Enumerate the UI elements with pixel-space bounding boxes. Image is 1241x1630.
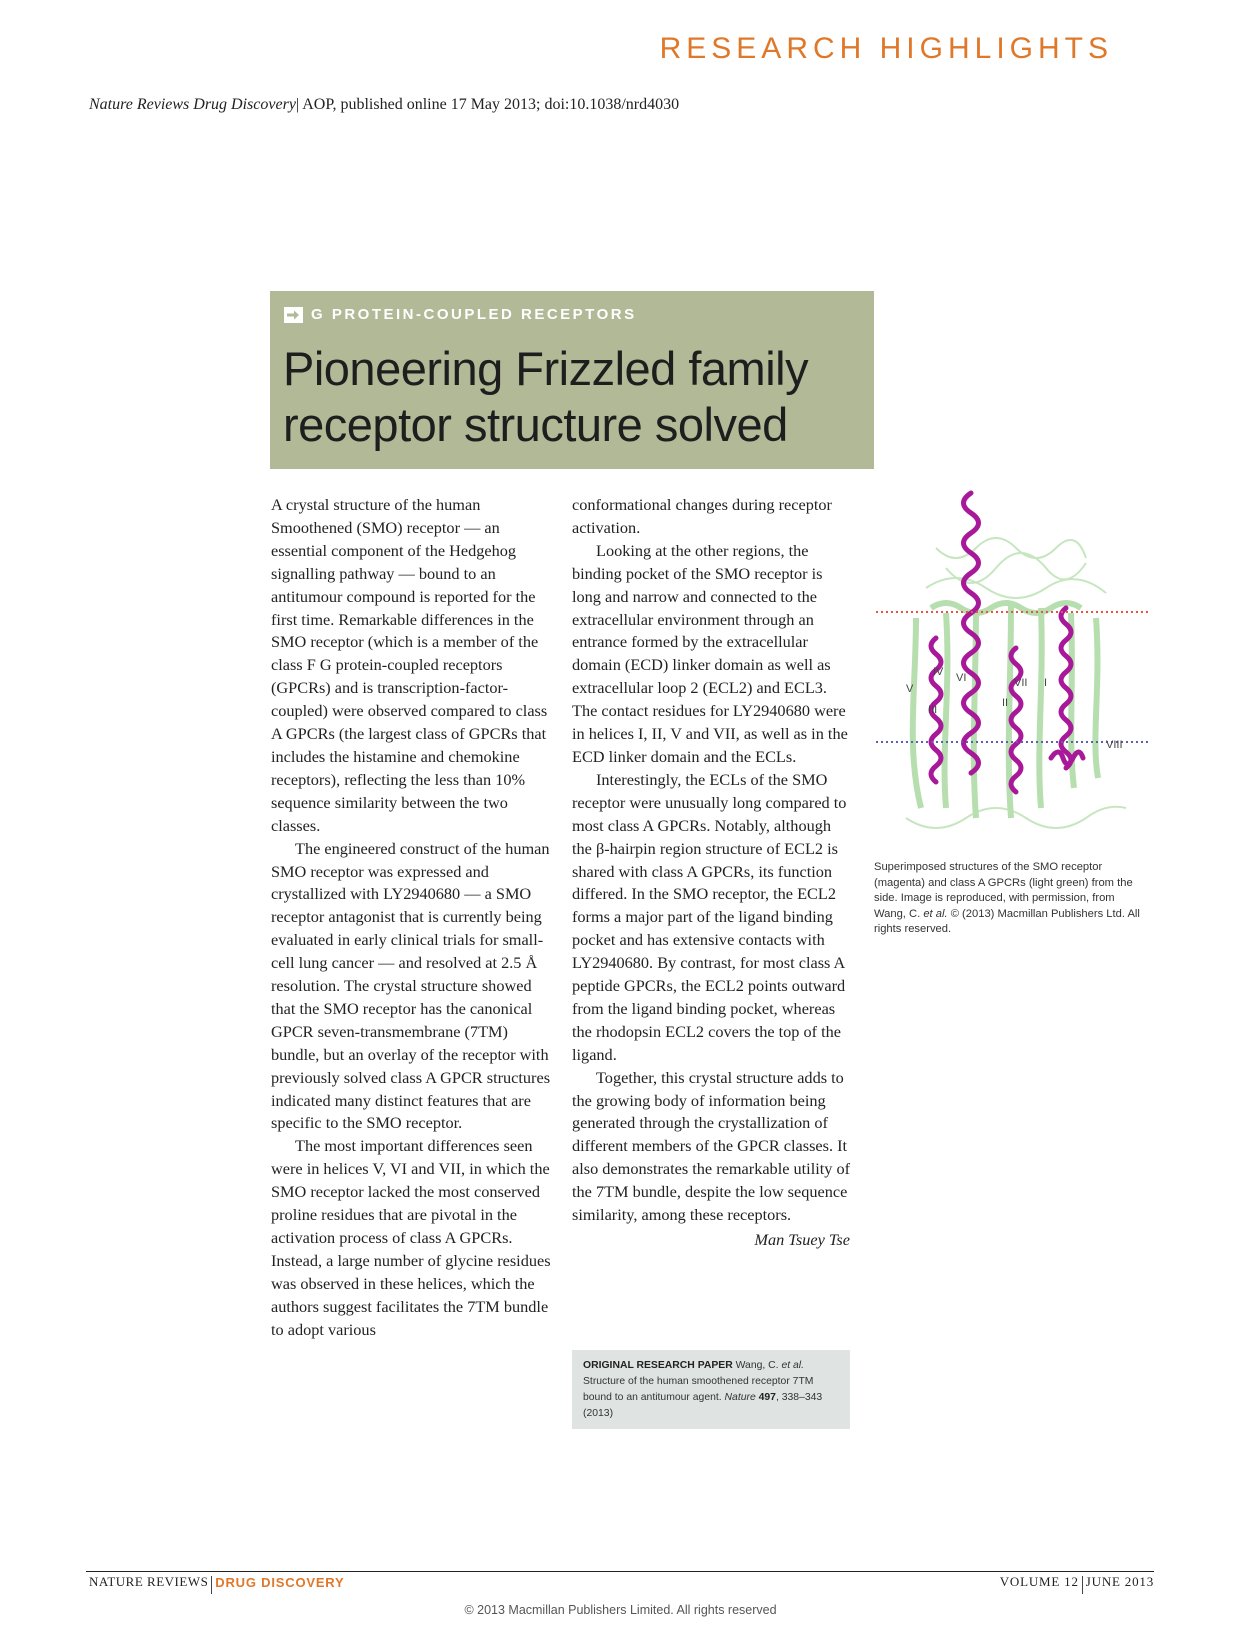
footer-divider [86, 1571, 1154, 1572]
svg-text:III: III [928, 704, 938, 716]
footer-volume: VOLUME 12 [999, 1574, 1079, 1589]
reference-pages: , 338–343 (2013) [583, 1392, 823, 1419]
footer-brand [89, 1573, 344, 1591]
paragraph: A crystal structure of the human Smoothened (SMO) receptor — an essential component of the Hedgehog signalling pathway — bound to an antitumour compound is reported for the first time. Remarkable differences in the SMO receptor (which is a member of the class F G protein-coupled receptors (GPCRs) and is transcription-factor-coupled) were observed compared to class A GPCRs (the largest class of GPCRs that includes the histamine and chemokine receptors), reflecting the less than 10% sequence similarity between the two classes. [271, 495, 548, 835]
title-line-1: Pioneering Frizzled family [283, 342, 809, 395]
arrow-right-icon [284, 307, 303, 323]
svg-text:VI: VI [956, 672, 967, 684]
title-line-2: receptor structure solved [283, 398, 788, 451]
title-banner [270, 291, 874, 469]
separator: | [295, 96, 300, 113]
author-signature: Man Tsuey Tse [754, 1230, 850, 1249]
section-label: RESEARCH HIGHLIGHTS [659, 32, 1113, 65]
publication-info: AOP, published online 17 May 2013; doi:10.1038/nrd4030 [299, 96, 680, 113]
svg-text:II: II [1002, 697, 1009, 709]
receptor-structure-figure [876, 488, 1148, 838]
article-column-1 [271, 494, 551, 1342]
reference-volume: 497 [755, 1392, 776, 1403]
footer-date: JUNE 2013 [1085, 1574, 1154, 1589]
footer-separator [211, 1576, 212, 1594]
footer-separator [1082, 1576, 1083, 1594]
paragraph: Interestingly, the ECLs of the SMO receptor were unusually long compared to most class A GPCRs. Notably, although the β-hairpin region structure of ECL2 is shared with class A GPCRs, its function differed. In the SMO receptor, the ECL2 forms a major part of the ligand binding pocket and has extensive contacts with LY2940680. By contrast, for most class A peptide GPCRs, the ECL2 points outward from the ligand binding pocket, whereas the rhodopsin ECL2 covers the top of the ligand. [572, 769, 847, 1064]
article-column-2 [572, 494, 852, 1252]
caption-text: Superimposed structures of the SMO receptor (magenta) and class A GPCRs (light green) from the side. Image is reproduced, with permission, from Wang, C. [874, 861, 1133, 920]
protein-structure-illustration [876, 488, 1148, 838]
svg-text:VIII: VIII [1106, 739, 1123, 751]
journal-name: Nature Reviews Drug Discovery [89, 96, 296, 113]
svg-text:I: I [1044, 677, 1048, 689]
svg-text:V: V [906, 683, 914, 695]
reference-title: Structure of the human smoothened receptor 7TM bound to an antitumour agent. [583, 1376, 814, 1403]
footer-issue [1000, 1573, 1154, 1591]
paragraph: Together, this crystal structure adds to the growing body of information being generated through the crystallization of different members of the GPCR classes. It also demonstrates the remarkable utility of the 7TM bundle, despite the low sequence similarity, among these receptors. [572, 1067, 851, 1225]
svg-text:IV: IV [933, 666, 944, 678]
article-title [283, 341, 808, 453]
figure-caption [874, 860, 1144, 938]
svg-text:VII: VII [1014, 677, 1028, 689]
paragraph: The most important differences seen were in helices V, VI and VII, in which the SMO receptor lacked the most conserved proline residues that are pivotal in the activation process of class A GPCRs. Instead, a large number of glycine residues was observed in these helices, which the authors suggest facilitates the 7TM bundle to adopt various [271, 1136, 551, 1339]
reference-etal: et al. [781, 1360, 804, 1371]
paragraph: conformational changes during receptor activation. [572, 495, 832, 537]
footer-brand-sub: DRUG DISCOVERY [215, 1574, 345, 1590]
caption-etal: et al. [923, 907, 948, 920]
copyright-notice: © 2013 Macmillan Publishers Limited. All rights reserved [464, 1603, 777, 1617]
citation-line [89, 96, 679, 114]
reference-journal: Nature [724, 1392, 756, 1403]
footer-brand-name: NATURE REVIEWS [89, 1574, 209, 1589]
caption-copyright: © (2013) Macmillan Publishers Ltd. All rights reserved. [874, 907, 1140, 936]
subject-heading [284, 306, 637, 323]
reference-label: ORIGINAL RESEARCH PAPER [583, 1360, 733, 1371]
paragraph: Looking at the other regions, the binding pocket of the SMO receptor is long and narrow and connected to the extracellular environment through an entrance formed by the extracellular domain (ECD) linker domain as well as extracellular loop 2 (ECL2) and ECL3. The contact residues for LY2940680 were in helices I, II, V and VII, as well as in the ECD linker domain and the ECLs. [572, 540, 848, 766]
paragraph: The engineered construct of the human SMO receptor was expressed and crystallized with LY2940680 — a SMO receptor antagonist that is currently being evaluated in early clinical trials for small-cell lung cancer — and resolved at 2.5 Å resolution. The crystal structure showed that the SMO receptor has the canonical GPCR seven-transmembrane (7TM) bundle, but an overlay of the receptor with previously solved class A GPCR structures indicated many distinct features that are specific to the SMO receptor. [271, 838, 551, 1133]
subject-label: G PROTEIN-COUPLED RECEPTORS [311, 306, 637, 323]
reference-authors: Wang, C. [732, 1360, 782, 1371]
original-research-paper-box [572, 1350, 850, 1429]
